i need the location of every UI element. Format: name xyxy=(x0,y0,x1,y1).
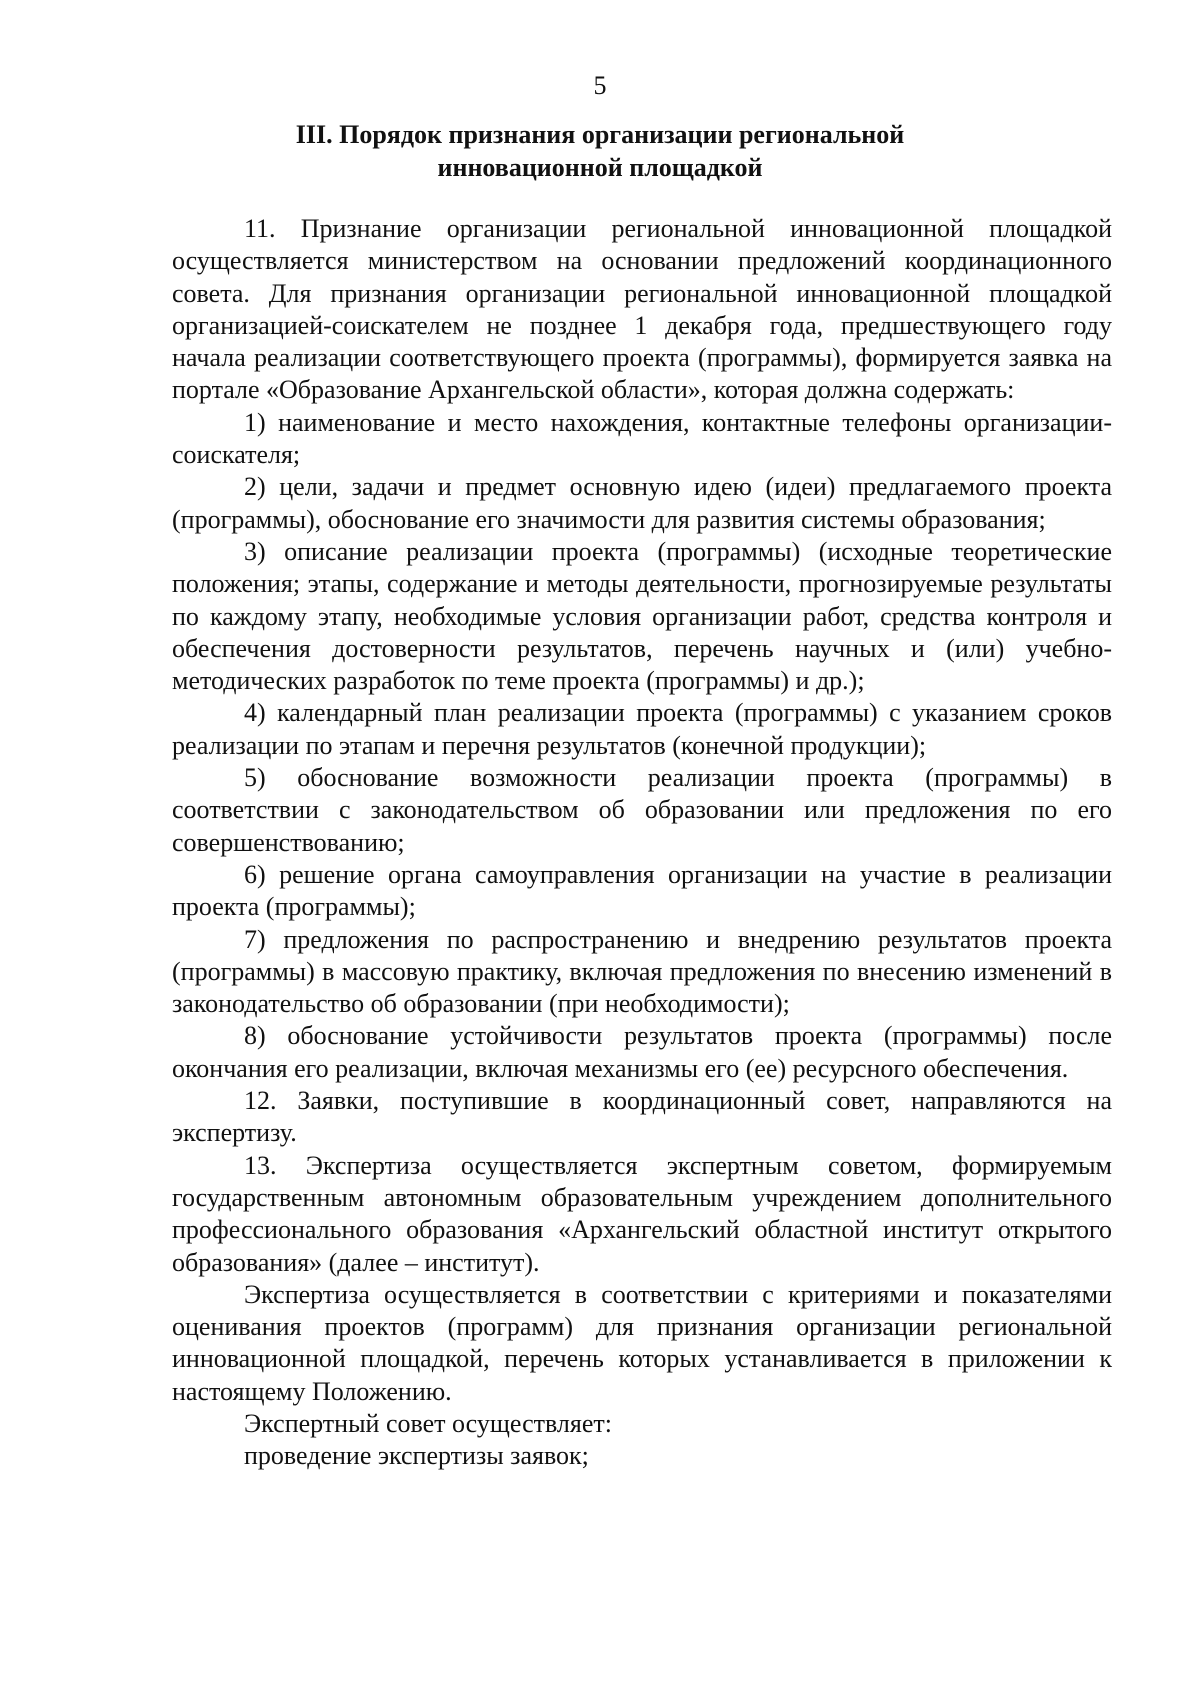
page-number: 5 xyxy=(593,71,607,100)
section-title-line-2: инновационной площадкой xyxy=(437,153,763,182)
paragraph-subitem-1: 1) наименование и место нахождения, контактные телефоны организации-соискателя; xyxy=(172,407,1112,470)
paragraph-subitem-3: 3) описание реализации проекта (программы) (исходные теоретические положения; этапы, содержание и методы деятельности, прогнозируемые результаты по каждому этапу, необходимые условия организации работ, средства контроля и обеспечения достоверности результатов, перечень научных и (или) учебно-методических разработок по теме проекта (программы) и др.); xyxy=(172,536,1112,696)
paragraph-expert-council-intro: Экспертный совет осуществляет: xyxy=(244,1408,612,1438)
paragraph-expertise-criteria: Экспертиза осуществляется в соответствии с критериями и показателями оценивания проектов (программ) для признания организации региональной инновационной площадкой, перечень которых устанавливается в приложении к настоящему Положению. xyxy=(172,1279,1112,1406)
paragraph-item-11: 11. Признание организации региональной инновационной площадкой осуществляется министерством на основании предложений координационного совета. Для признания организации региональной инновационной площадкой организацией-соискателем не позднее 1 декабря года, предшествующего году начала реализации соответствующего проекта (программы), формируется заявка на портале «Образование Архангельской области», которая должна содержать: xyxy=(172,214,1112,405)
paragraph-expert-council-duty: проведение экспертизы заявок; xyxy=(244,1441,589,1471)
paragraph-subitem-2: 2) цели, задачи и предмет основную идею (идеи) предлагаемого проекта (программы), обоснование его значимости для развития системы образования; xyxy=(172,472,1112,534)
paragraph-subitem-8: 8) обоснование устойчивости результатов проекта (программы) после окончания его реализации, включая механизмы его (ее) ресурсного обеспечения. xyxy=(172,1021,1112,1083)
section-title xyxy=(0,118,1200,184)
paragraph-subitem-5: 5) обоснование возможности реализации проекта (программы) в соответствии с законодательством об образовании или предложения по его совершенствованию; xyxy=(172,763,1112,857)
paragraph-item-13: 13. Экспертиза осуществляется экспертным советом, формируемым государственным автономным образовательным учреждением дополнительного профессионального образования «Архангельский областной институт открытого образования» (далее – институт). xyxy=(172,1150,1112,1277)
paragraph-subitem-6: 6) решение органа самоуправления организации на участие в реализации проекта (программы); xyxy=(172,859,1112,922)
paragraph-item-12: 12. Заявки, поступившие в координационный совет, направляются на экспертизу. xyxy=(172,1086,1112,1148)
paragraph-subitem-4: 4) календарный план реализации проекта (программы) с указанием сроков реализации по этапам и перечня результатов (конечной продукции); xyxy=(172,698,1112,760)
document-body xyxy=(172,213,1112,1473)
section-title-line-1: III. Порядок признания организации региональной xyxy=(295,120,905,149)
paragraph-subitem-7: 7) предложения по распространению и внедрению результатов проекта (программы) в массовую практику, включая предложения по внесению изменений в законодательство об образовании (при необходимости); xyxy=(172,924,1112,1019)
